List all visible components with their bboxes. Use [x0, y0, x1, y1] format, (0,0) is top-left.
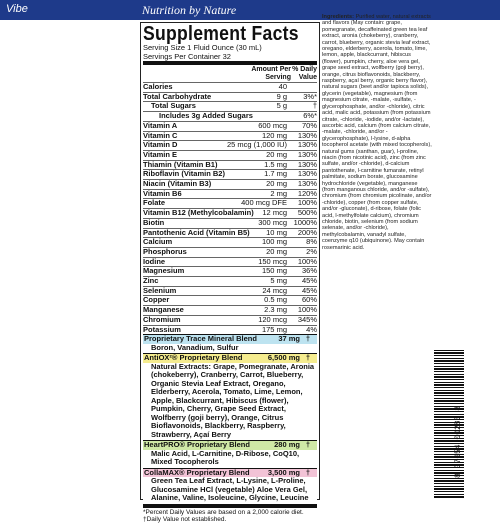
- nutrient-name: Total Sugars: [151, 101, 196, 111]
- column-header: [143, 65, 317, 82]
- nutrient-amount: 175 mg: [261, 324, 287, 334]
- nutrient-amount: 24 mcg: [262, 285, 287, 295]
- nutrient-dv: 130%: [297, 140, 317, 150]
- ingredients-block: [322, 14, 432, 251]
- blend-amount: 3,500 mg: [267, 467, 300, 477]
- facts-row: [143, 257, 317, 267]
- nutrient-name: Vitamin D: [143, 140, 178, 150]
- nutrient-amount: 40: [278, 82, 287, 91]
- facts-row: [143, 228, 317, 238]
- facts-row: [143, 218, 317, 228]
- barcode-number: 8 37654 00285 8: [454, 405, 463, 478]
- facts-row: [143, 82, 317, 92]
- nutrient-dv: 100%: [297, 198, 317, 208]
- nutrient-dv: 1000%: [293, 217, 317, 227]
- facts-row: [143, 208, 317, 218]
- facts-row: [143, 150, 317, 160]
- nutrient-name: Total Carbohydrate: [143, 91, 212, 101]
- col-amount: Amount Per Serving: [251, 66, 291, 81]
- nutrient-name: Vitamin B12 (Methylcobalamin): [143, 208, 254, 218]
- servings-per-container: Servings Per Container 32: [143, 51, 231, 61]
- nutrient-amount: 20 mg: [266, 179, 287, 189]
- nutrient-name: Copper: [143, 295, 170, 305]
- nutrient-amount: 150 mg: [261, 266, 287, 276]
- nutrient-dv: 60%: [301, 295, 317, 305]
- blend-description: Green Tea Leaf Extract, L-Lysine, L-Proline, Glucosamine HCl (vegetable) Aloe Vera Gel, Alanine, Valine, Isoleucine, Glycine, Leucine: [143, 477, 317, 504]
- facts-row: [143, 160, 317, 170]
- brand-label: Vibe: [6, 3, 28, 15]
- nutrient-dv: 130%: [297, 159, 317, 169]
- nutrient-dv: 8%: [306, 237, 317, 247]
- footnote-dv: *Percent Daily Values are based on a 2,000 calorie diet.: [143, 508, 304, 516]
- nutrient-amount: 120 mg: [261, 130, 287, 140]
- footnote-not-established: †Daily Value not established.: [143, 516, 227, 524]
- blend-amount: 6,500 mg: [267, 353, 300, 363]
- nutrient-name: Thiamin (Vitamin B1): [143, 159, 218, 169]
- nutrient-name: Includes 3g Added Sugars: [159, 111, 253, 121]
- nutrient-name: Iodine: [143, 256, 166, 266]
- nutrient-name: Vitamin B6: [143, 188, 182, 198]
- nutrient-amount: 0.5 mg: [264, 295, 287, 305]
- nutrient-dv: 130%: [297, 179, 317, 189]
- nutrient-name: Biotin: [143, 217, 165, 227]
- nutrient-dv: 100%: [297, 256, 317, 266]
- facts-row: [143, 247, 317, 257]
- facts-row: [143, 131, 317, 141]
- nutrient-dv: 2%: [306, 246, 317, 256]
- nutrient-dv: 130%: [297, 149, 317, 159]
- nutrient-name: Calcium: [143, 237, 173, 247]
- nutrient-amount: 2.3 mg: [264, 305, 287, 315]
- nutrient-name: Manganese: [143, 305, 184, 315]
- facts-row: [143, 92, 317, 102]
- nutrient-name: Riboflavin (Vitamin B2): [143, 169, 225, 179]
- blend-section: [143, 334, 317, 353]
- blend-description: Natural Extracts: Grape, Pomegranate, Aronia (chokeberry), Cranberry, Carrot, Blueberry, Organic Stevia Leaf Extract, Oregano, Elderberry, Acerola, Tomato, Lime, Lemon, Apple, Blackcurrant, Hibiscus (flower), Pumpkin, Cherry, Grape Seed Extract, Wolfberry (goji berry), Orange, Citrus Bioflavonoids, Blackberry, Raspberry, Strawberry, Açaí Berry: [143, 363, 317, 441]
- nutrient-amount: 400 mcg DFE: [241, 198, 287, 208]
- nutrient-dv: 130%: [297, 169, 317, 179]
- nutrient-dv: 45%: [301, 276, 317, 286]
- nutrient-amount: 20 mg: [266, 246, 287, 256]
- nutrient-amount: 9 g: [276, 91, 287, 101]
- nutrient-amount: 1.5 mg: [264, 159, 287, 169]
- nutrient-dv: 100%: [297, 305, 317, 315]
- blend-mark: †: [305, 440, 311, 450]
- facts-row: [143, 140, 317, 150]
- nutrient-dv: 200%: [297, 227, 317, 237]
- facts-row: [143, 286, 317, 296]
- footnotes: [143, 504, 317, 524]
- nutrient-amount: 25 mcg (1,000 IU): [226, 140, 287, 150]
- nutrient-dv: †: [312, 101, 317, 111]
- nutrient-amount: 100 mg: [261, 237, 287, 247]
- facts-row: [143, 295, 317, 305]
- nutrient-dv: 6%*: [303, 111, 317, 121]
- blend-section: [143, 468, 317, 504]
- blend-description: Malic Acid, L-Carnitine, D-Ribose, CoQ10, Mixed Tocopherols: [143, 450, 317, 468]
- nutrient-amount: 1.7 mg: [264, 169, 287, 179]
- facts-row: [143, 101, 317, 111]
- blend-mark: †: [305, 353, 311, 363]
- nutrient-dv: 70%: [301, 120, 317, 130]
- facts-row: [143, 121, 317, 131]
- nutrient-name: Niacin (Vitamin B3): [143, 179, 212, 189]
- nutrient-amount: 5 g: [276, 101, 287, 111]
- nutrient-dv: 130%: [297, 130, 317, 140]
- nutrient-amount: 10 mg: [266, 227, 287, 237]
- nutrient-amount: 5 mg: [270, 276, 287, 286]
- nutrient-name: Selenium: [143, 285, 177, 295]
- nutrient-dv: 3%*: [303, 91, 317, 101]
- nutrient-dv: 45%: [301, 285, 317, 295]
- blend-mark: †: [305, 334, 311, 344]
- blend-section: [143, 353, 317, 440]
- ingredients-label: Ingredients:: [322, 14, 355, 20]
- facts-row: [143, 237, 317, 247]
- supplement-facts-panel: [140, 22, 320, 524]
- blend-name: AntiOX²® Proprietary Blend: [144, 353, 243, 363]
- nutrient-amount: 12 mcg: [262, 208, 287, 218]
- nutrient-name: Chromium: [143, 314, 181, 324]
- nutrient-name: Folate: [143, 198, 166, 208]
- facts-row: [143, 315, 317, 325]
- blend-mark: †: [305, 467, 311, 477]
- blend-name: CollaMAX® Proprietary Blend: [144, 467, 250, 477]
- nutrient-dv: 36%: [301, 266, 317, 276]
- blend-amount: 37 mg: [278, 334, 300, 344]
- serving-size: Serving Size 1 Fluid Ounce (30 mL): [143, 43, 262, 52]
- facts-rows: [143, 82, 317, 334]
- nutrient-name: Vitamin C: [143, 130, 178, 140]
- blend-name: Proprietary Trace Mineral Blend: [144, 334, 257, 344]
- blend-amount: 280 mg: [274, 440, 300, 450]
- facts-row: [143, 189, 317, 199]
- nutrient-dv: 345%: [297, 314, 317, 324]
- nutrient-amount: 150 mcg: [258, 256, 287, 266]
- nutrient-name: Magnesium: [143, 266, 185, 276]
- nutrient-name: Vitamin A: [143, 120, 178, 130]
- nutrient-dv: 500%: [297, 208, 317, 218]
- blend-name: HeartPRO® Proprietary Blend: [144, 440, 250, 450]
- nutrient-dv: 120%: [297, 188, 317, 198]
- nutrient-amount: 2 mg: [270, 188, 287, 198]
- facts-row: [143, 276, 317, 286]
- nutrient-name: Vitamin E: [143, 149, 178, 159]
- facts-row: [143, 325, 317, 335]
- nutrient-amount: 20 mg: [266, 149, 287, 159]
- nutrient-dv: 4%: [306, 324, 317, 334]
- facts-row: [143, 266, 317, 276]
- tagline: Nutrition by Nature: [142, 3, 237, 17]
- nutrient-amount: 600 mcg: [258, 120, 287, 130]
- nutrient-name: Phosphorus: [143, 246, 187, 256]
- nutrient-name: Pantothenic Acid (Vitamin B5): [143, 227, 250, 237]
- proprietary-blends: [143, 334, 317, 504]
- nutrient-name: Potassium: [143, 324, 181, 334]
- blend-section: [143, 440, 317, 468]
- facts-row: [143, 169, 317, 179]
- nutrient-name: Calories: [143, 82, 173, 91]
- nutrient-name: Zinc: [143, 276, 159, 286]
- blend-description: Boron, Vanadium, Sulfur: [143, 344, 317, 354]
- facts-row: [143, 305, 317, 315]
- facts-title: Supplement Facts: [143, 23, 299, 45]
- facts-row: [143, 198, 317, 208]
- col-dv: % Daily Value: [292, 66, 317, 81]
- facts-row: [143, 179, 317, 189]
- ingredients-text: Purified water, natural extracts and flavors (May contain: grape, pomegranate, decaffeinated green tea leaf extract, aronia (chokeberry), cranberry, carrot, blueberry, organic stevia leaf extract, oregano, elderberry, acerola, tomato, lime, lemon, apple, blackcurrant, hibiscus (flower), pumpkin, cherry, aloe vera gel, grape seed extract, wolfberry (goji berry), orange, citrus bioflavonoids, blackberry, raspberry, açaí berry, organic berry flavor), natural sugars (beet and/or tapioca solids), glycerin (vegetable), magnesium (from magnesium citrate, -malate, -sulfate, -glycerophosphate, and/or -chloride), citric acid, malic acid, potassium (from potassium citrate, -chloride, -iodide, and/or -lactate), ascorbic acid, calcium (from calcium citrate, -malate, -chloride, and/or -glycerophosphate), l-lysine, d-alpha tocopherol acetate (with mixed tocopherols), natural gums (xanthan, guar), l-proline, niacin (from nicotinic acid), zinc (from zinc sulfate, and/or -chloride), d-calcium pantothenate, l-carnitine fumarate, retinyl palmitate, sodium borate, glucosamine hydrochloride (vegetable), manganese (from manganous chloride, and/or -sulfate), chromium (from chromium picolinate, and/or -chloride), copper (from copper sulfate, and/or -gluconate), d-ribose, folate (folic acid, l-methylfolate calcium), chromium chloride, biotin, selenium (from sodium selenate, and/or -chloride), methylcobalamin, vanadyl sulfate, coenzyme q10 (ubiquinone). May contain rosemarinic acid.: [322, 14, 432, 251]
- nutrient-amount: 120 mcg: [258, 314, 287, 324]
- facts-row: [143, 111, 317, 121]
- nutrient-amount: 300 mcg: [258, 217, 287, 227]
